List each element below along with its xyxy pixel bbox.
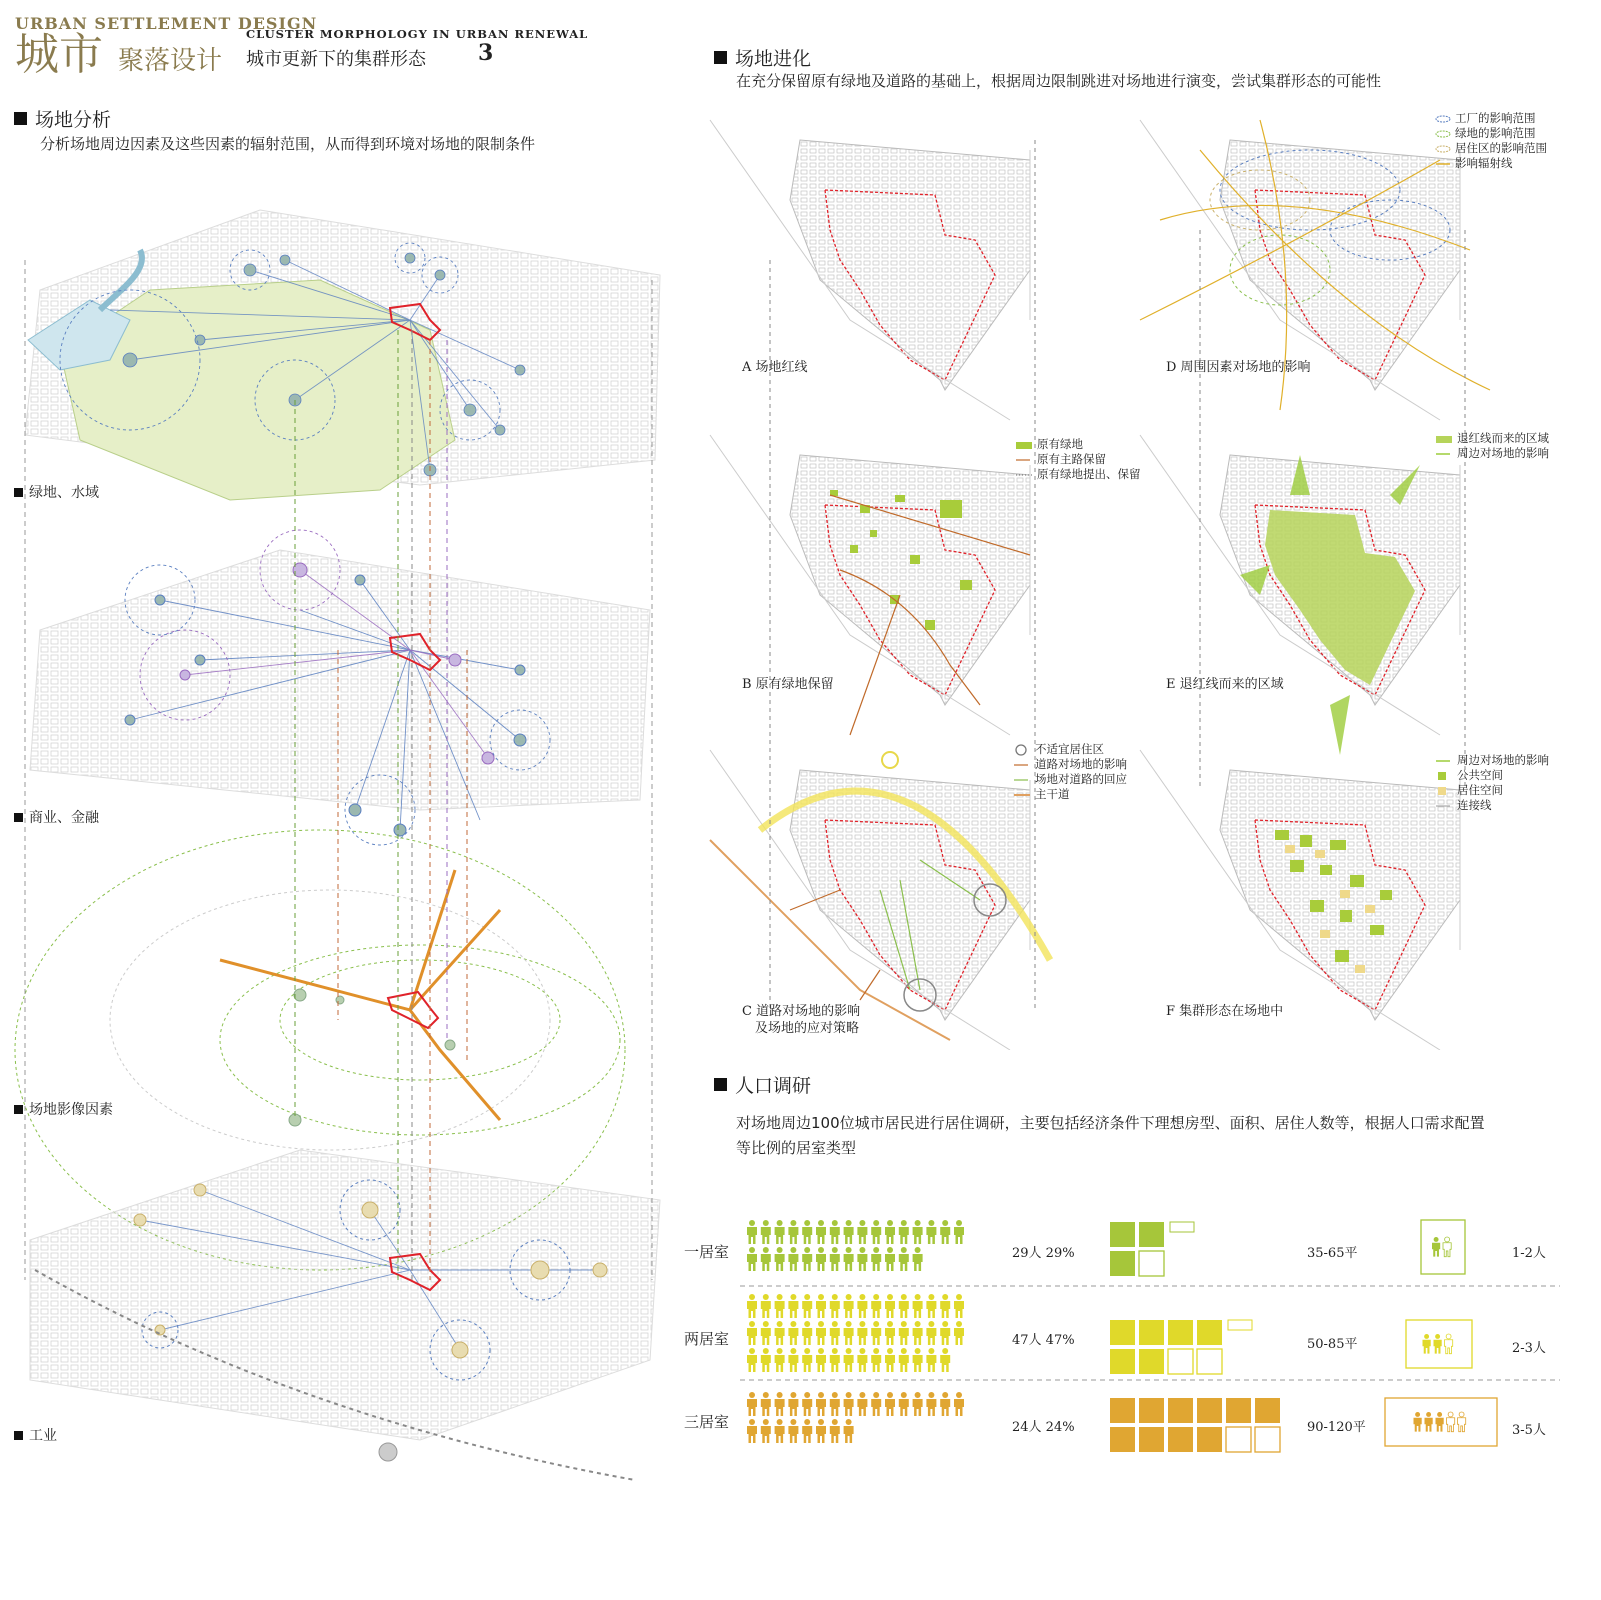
person-icon [761,1419,771,1443]
room-square [1255,1398,1280,1423]
population-title [714,1071,811,1098]
main-road-icon [1013,790,1031,800]
row-persons-one: 1-2人 [1512,1246,1546,1261]
person-icon [802,1392,812,1416]
area-tag [1228,1320,1252,1330]
room-square [1197,1349,1222,1374]
legend-text: 公共空间 [1457,768,1503,782]
layer-industrial [30,1150,660,1480]
population-description-1: 对场地周边100位城市居民进行居住调研，主要包括经济条件下理想房型、面积、居住人数等，根据人口需求配置 [736,1114,1485,1132]
occupant-icon [1447,1412,1455,1432]
room-square [1139,1398,1164,1423]
person-icon [775,1419,785,1443]
person-icon [775,1348,785,1372]
room-square [1139,1222,1164,1247]
factory-range-icon [1435,115,1451,123]
legend-d [1435,111,1547,171]
person-icon [913,1392,923,1416]
person-icon [761,1247,771,1271]
area-tag [1170,1222,1194,1232]
person-icon [926,1294,936,1318]
person-icon [830,1392,840,1416]
legend-text: 工厂的影响范围 [1455,111,1536,125]
person-icon [940,1321,950,1345]
person-icon [816,1392,826,1416]
person-icon [913,1247,923,1271]
road-influence-icon [1013,760,1031,770]
person-icon [816,1220,826,1244]
legend-text: 居住区的影响范围 [1455,141,1547,155]
person-icon [885,1321,895,1345]
person-icon [871,1220,881,1244]
occupant-icon [1425,1412,1433,1432]
person-icon [761,1392,771,1416]
legend-f [1435,753,1549,813]
diagram-a [710,120,1030,420]
room-square [1197,1398,1222,1423]
person-icon [830,1321,840,1345]
room-square [1168,1320,1193,1345]
legend-item [1013,742,1127,757]
person-icon [885,1348,895,1372]
person-icon [857,1247,867,1271]
population-chart [680,1210,1570,1500]
occupant-icon [1436,1412,1444,1432]
unsuitable-circle-icon [1013,744,1031,756]
person-icon [913,1220,923,1244]
site-analysis-diagram [0,180,670,1500]
legend-item [1435,156,1547,171]
person-icon [816,1419,826,1443]
person-icon [775,1294,785,1318]
layer-label-text: 绿地、水域 [29,485,99,501]
layer-label-site-influence [14,1099,113,1119]
person-icon [913,1348,923,1372]
legend-text: 周边对场地的影响 [1457,753,1549,767]
person-icon [747,1220,757,1244]
person-icon [885,1247,895,1271]
person-icon [775,1247,785,1271]
person-icon [788,1294,798,1318]
public-space-icon [1435,771,1453,781]
person-icon [899,1321,909,1345]
person-icon [802,1220,812,1244]
room-square [1168,1349,1193,1374]
occupant-icon [1434,1334,1442,1354]
site-analysis-description: 分析场地周边因素及这些因素的辐射范围，从而得到环境对场地的限制条件 [40,135,536,153]
person-icon [871,1392,881,1416]
layer-label-text: 场地影像因素 [29,1102,113,1118]
layer-label-text: 工业 [29,1428,57,1444]
person-icon [871,1321,881,1345]
residential-range-icon [1435,145,1451,153]
section-marker [14,112,27,125]
legend-text: 道路对场地的影响 [1035,757,1127,771]
diagram-label-f: F 集群形态在场地中 [1166,1004,1284,1019]
person-icon [802,1348,812,1372]
legend-text: 绿地的影响范围 [1455,126,1536,140]
person-icon [802,1321,812,1345]
person-icon [747,1392,757,1416]
label-marker [14,1105,23,1114]
person-icon [954,1220,964,1244]
label-marker [14,813,23,822]
person-icon [830,1348,840,1372]
occupant-icon [1458,1412,1466,1432]
occupant-icon [1432,1237,1440,1257]
person-icon [761,1294,771,1318]
legend-item [1015,452,1141,467]
person-icon [913,1321,923,1345]
person-icon [844,1392,854,1416]
person-icon [802,1247,812,1271]
subtitle-cn: 城市更新下的集群形态 [246,49,426,70]
room-square [1110,1427,1135,1452]
person-icon [940,1294,950,1318]
radiation-line-icon [1435,160,1451,168]
person-icon [857,1294,867,1318]
person-icon [788,1392,798,1416]
title-cn-main: 城市 [15,29,103,80]
person-icon [954,1392,964,1416]
person-icon [871,1247,881,1271]
row-stat-one: 29人 29% [1012,1246,1075,1261]
person-icon [747,1348,757,1372]
legend-item [1435,753,1549,768]
label-marker [14,1431,23,1440]
person-icon [761,1321,771,1345]
person-icon [926,1321,936,1345]
person-icon [940,1348,950,1372]
person-icon [844,1294,854,1318]
legend-item [1015,437,1141,452]
subtitle-en: CLUSTER MORPHOLOGY IN URBAN RENEWAL [246,27,589,41]
diagram-e [1140,435,1460,755]
row-stat-three: 24人 24% [1012,1420,1075,1435]
legend-c [1013,742,1127,802]
person-icon [885,1392,895,1416]
person-icon [775,1392,785,1416]
page-number: 3 [478,40,494,66]
occupant-icon [1423,1334,1431,1354]
person-icon [844,1321,854,1345]
layer-label-industrial [14,1425,57,1445]
section-title-text: 场地分析 [35,109,112,131]
room-square [1226,1427,1251,1452]
person-icon [830,1419,840,1443]
legend-item [1435,126,1547,141]
person-icon [816,1348,826,1372]
connection-line-icon [1435,801,1453,811]
person-icon [857,1348,867,1372]
person-icon [954,1294,964,1318]
room-square [1226,1398,1251,1423]
legend-text: 影响辐射线 [1455,156,1513,170]
site-evolution-diagrams [700,110,1570,1050]
room-square [1110,1222,1135,1247]
person-icon [899,1348,909,1372]
person-icon [816,1247,826,1271]
person-icon [788,1220,798,1244]
person-icon [899,1247,909,1271]
site-evolution-title [714,44,811,71]
diagram-label-c2: 及场地的应对策略 [755,1021,860,1036]
diagram-label-a: A 场地红线 [742,360,808,375]
room-square [1139,1427,1164,1452]
room-square [1139,1251,1164,1276]
setback-area-icon [1435,434,1453,444]
layer-commercial [30,530,650,845]
legend-item [1435,141,1547,156]
room-square [1168,1427,1193,1452]
legend-text: 原有主路保留 [1037,452,1106,466]
legend-text: 原有绿地 [1037,437,1083,451]
person-icon [830,1220,840,1244]
green-range-icon [1435,130,1451,138]
room-square [1139,1320,1164,1345]
room-square [1255,1427,1280,1452]
person-icon [802,1294,812,1318]
layer-label-text: 商业、金融 [29,810,99,826]
diagram-label-d: D 周围因素对场地的影响 [1166,360,1311,375]
layer-green-water [25,210,660,500]
person-icon [788,1348,798,1372]
person-icon [747,1247,757,1271]
person-icon [926,1392,936,1416]
legend-item [1013,787,1127,802]
person-icon [899,1294,909,1318]
person-icon [788,1419,798,1443]
legend-text: 不适宜居住区 [1035,742,1104,756]
person-icon [913,1294,923,1318]
legend-item [1435,111,1547,126]
row-persons-two: 2-3人 [1512,1341,1546,1356]
person-icon [830,1247,840,1271]
legend-b [1015,437,1141,482]
row-area-one: 35-65平 [1307,1246,1358,1261]
person-icon [761,1220,771,1244]
influence-arrow-icon [1435,756,1453,766]
person-icon [857,1321,867,1345]
residential-space-icon [1435,786,1453,796]
legend-item [1013,772,1127,787]
influence-arrow-icon [1435,449,1453,459]
legend-item [1435,431,1549,446]
diagram-label-b: B 原有绿地保留 [742,677,834,692]
person-icon [788,1247,798,1271]
person-icon [844,1247,854,1271]
section-marker [714,51,727,64]
road-arrow-icon [1015,455,1033,465]
legend-text: 居住空间 [1457,783,1503,797]
legend-e [1435,431,1549,461]
person-icon [885,1220,895,1244]
person-icon [857,1220,867,1244]
site-response-icon [1013,775,1031,785]
site-evolution-description: 在充分保留原有绿地及道路的基础上，根据周边限制跳进对场地进行演变，尝试集群形态的可能性 [736,72,1382,90]
site-analysis-title [14,105,111,132]
diagram-label-c: C 道路对场地的影响 [742,1004,861,1019]
person-icon [899,1392,909,1416]
room-square [1197,1320,1222,1345]
legend-item [1435,768,1549,783]
legend-item [1435,446,1549,461]
title-en: URBAN SETTLEMENT DESIGN [15,14,318,33]
label-marker [14,488,23,497]
room-square [1110,1251,1135,1276]
person-icon [844,1348,854,1372]
diagram-label-e: E 退红线而来的区域 [1166,677,1284,692]
person-icon [844,1419,854,1443]
person-icon [871,1348,881,1372]
person-icon [926,1348,936,1372]
occupant-icon [1443,1237,1451,1257]
person-icon [885,1294,895,1318]
person-icon [871,1294,881,1318]
person-icon [788,1321,798,1345]
room-square [1110,1398,1135,1423]
row-stat-two: 47人 47% [1012,1333,1075,1348]
legend-text: 原有绿地提出、保留 [1037,467,1141,481]
section-marker [714,1078,727,1091]
person-icon [775,1220,785,1244]
legend-item [1435,798,1549,813]
person-icon [761,1348,771,1372]
person-icon [747,1321,757,1345]
row-label-one: 一居室 [684,1243,730,1261]
room-square [1110,1349,1135,1374]
legend-text: 周边对场地的影响 [1457,446,1549,460]
layer-label-commercial [14,807,99,827]
person-icon [926,1220,936,1244]
row-persons-three: 3-5人 [1512,1423,1546,1438]
layer-label-green [14,482,99,502]
room-square [1110,1320,1135,1345]
green-area-icon [1015,440,1033,450]
room-square [1197,1427,1222,1452]
legend-text: 连接线 [1457,798,1492,812]
person-icon [830,1294,840,1318]
section-title-text: 场地进化 [735,48,812,70]
person-icon [816,1321,826,1345]
legend-item [1435,783,1549,798]
legend-item [1015,467,1141,482]
room-square [1168,1398,1193,1423]
person-icon [940,1220,950,1244]
row-area-two: 50-85平 [1307,1337,1358,1352]
person-icon [857,1392,867,1416]
legend-text: 退红线而来的区域 [1457,431,1549,445]
title-cn-sub: 聚落设计 [118,46,223,76]
legend-text: 场地对道路的回应 [1035,772,1127,786]
person-icon [954,1321,964,1345]
person-icon [747,1419,757,1443]
population-description-2: 等比例的居室类型 [736,1139,857,1157]
room-square [1139,1349,1164,1374]
legend-item [1013,757,1127,772]
legend-text: 主干道 [1035,787,1070,801]
occupant-icon [1445,1334,1453,1354]
person-icon [940,1392,950,1416]
person-icon [816,1294,826,1318]
row-area-three: 90-120平 [1307,1420,1366,1435]
person-icon [747,1294,757,1318]
row-label-three: 三居室 [684,1413,730,1431]
person-icon [844,1220,854,1244]
dotted-line-icon [1015,470,1033,480]
row-label-two: 两居室 [684,1330,730,1348]
occupant-icon [1414,1412,1422,1432]
person-icon [802,1419,812,1443]
person-icon [775,1321,785,1345]
person-icon [899,1220,909,1244]
section-title-text: 人口调研 [735,1075,812,1097]
